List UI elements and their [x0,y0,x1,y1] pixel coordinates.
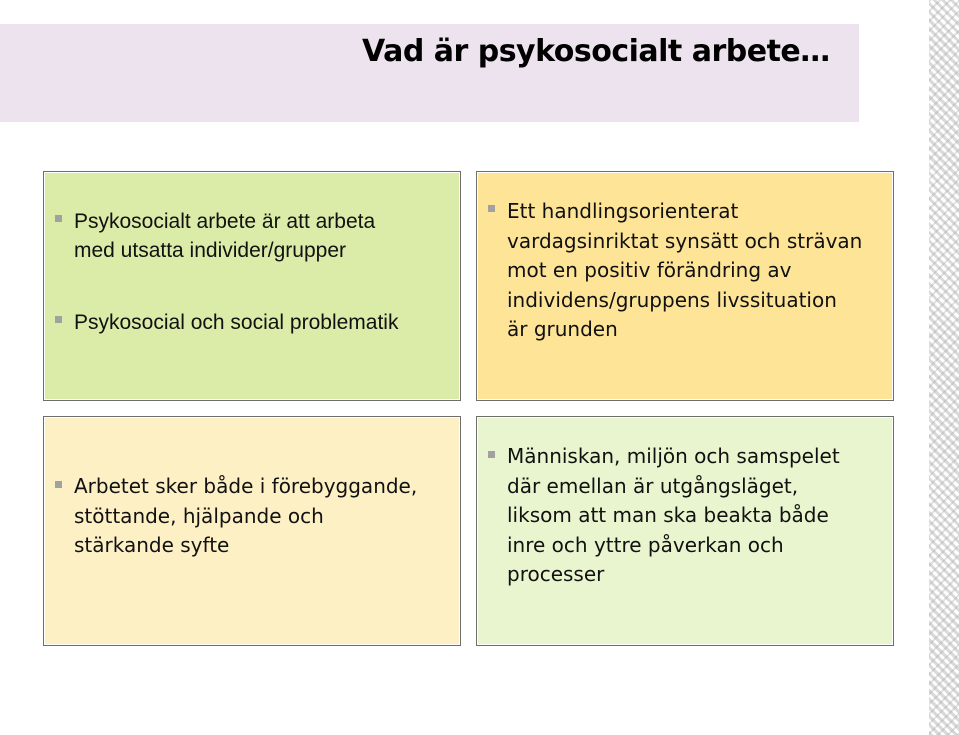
square-bullet-icon [55,316,62,323]
bullet-item [488,442,840,590]
box-psykosocialt-arbete [43,171,461,401]
slide-title: Vad är psykosocialt arbete… [362,34,830,69]
bullet-item [488,197,862,345]
square-bullet-icon [488,205,495,212]
bullet-item [55,472,417,561]
bullet-text: Ett handlingsorienterat vardagsinriktat synsätt och strävan mot en positiv förändring av individens/gruppens livssituation är grunden [507,199,863,341]
bullet-text: Psykosocialt arbete är att arbeta med utsatta individer/grupper [74,210,376,262]
square-bullet-icon [55,215,62,222]
square-bullet-icon [55,481,62,488]
square-bullet-icon [488,451,495,458]
bullet-item [55,308,398,337]
decorative-edge-strip [929,0,959,735]
bullet-text: Psykosocial och social problematik [74,311,399,334]
bullet-text: Arbetet sker både i förebyggande, stöttande, hjälpande och stärkande syfte [74,474,418,557]
bullet-text: Människan, miljön och samspelet där emellan är utgångsläget, liksom att man ska beakta både inre och yttre påverkan och processer [507,444,840,586]
bullet-item [55,207,375,265]
